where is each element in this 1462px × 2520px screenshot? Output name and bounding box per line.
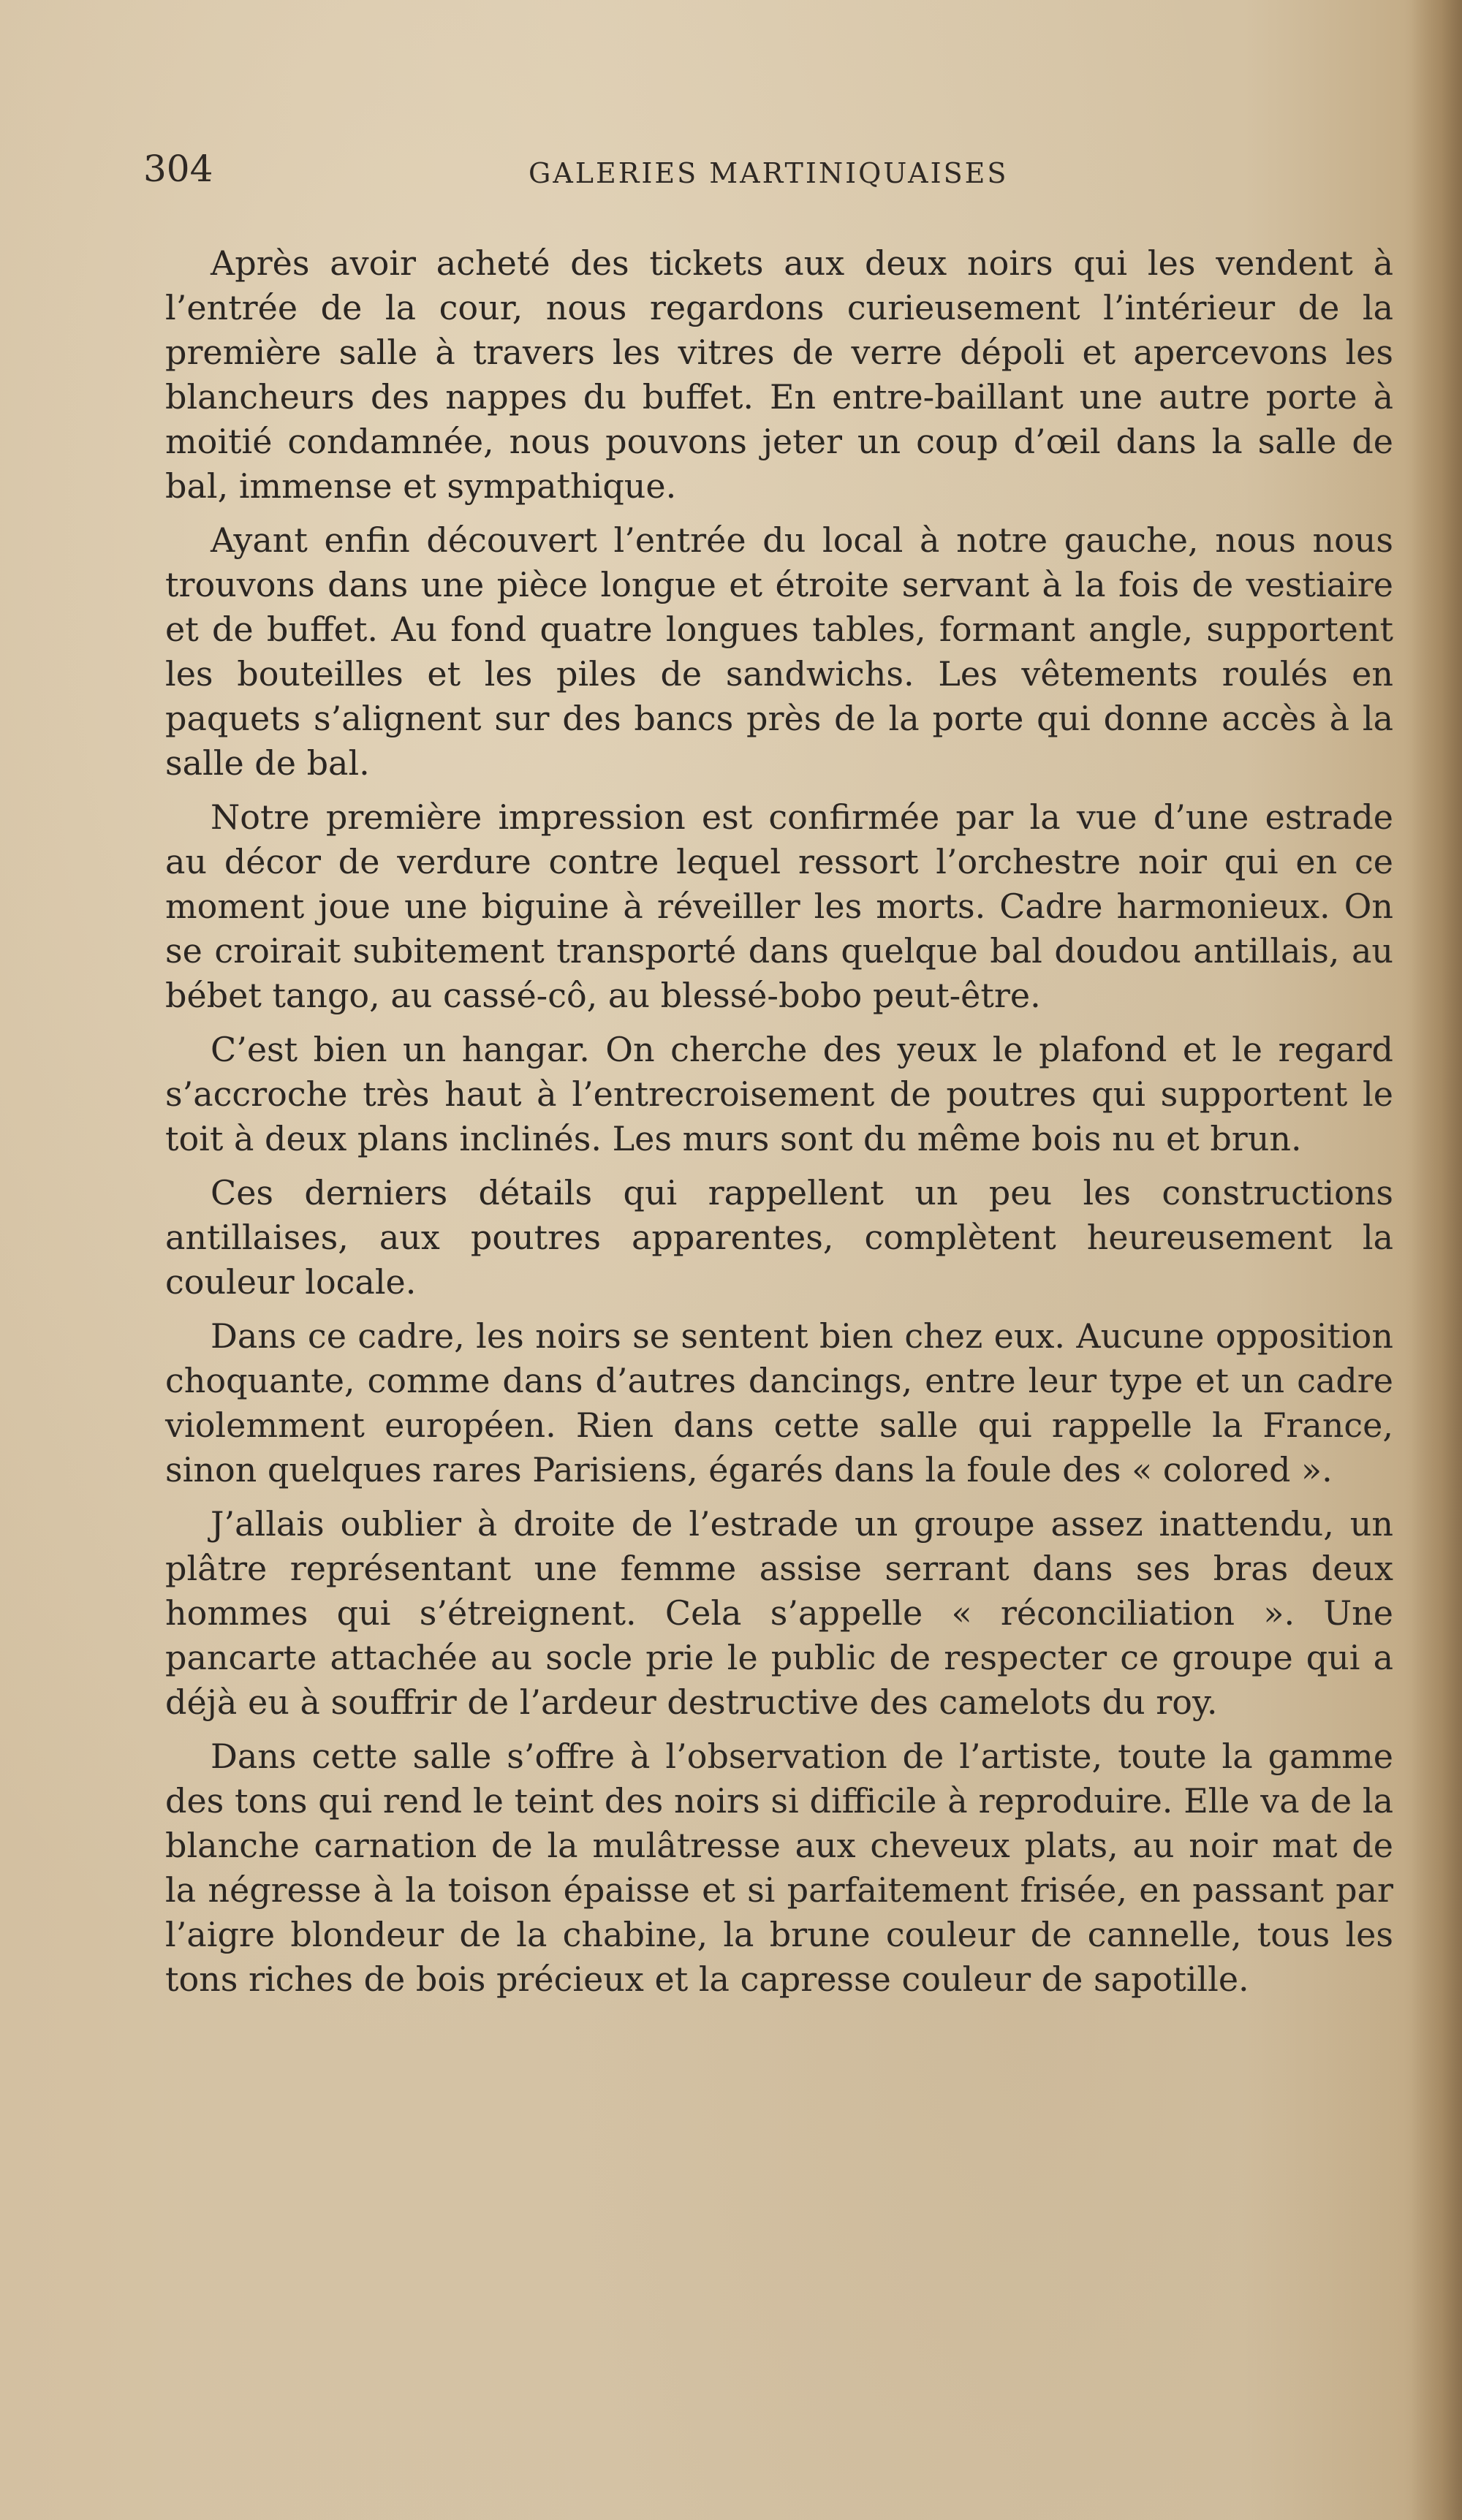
paragraph: Dans ce cadre, les noirs se sentent bien chez eux. Aucune opposition choquante, comme dans d’autres dancings, entre leur type et un cadre violemment européen. Rien dans cette salle qui rappelle la France, sinon quelques rares Parisiens, égarés dans la foule des « colored ». — [165, 1316, 1393, 1489]
paragraph: Notre première impression est confirmée par la vue d’une estrade au décor de verdure contre lequel ressort l’orchestre noir qui en ce moment joue une biguine à réveiller les morts. Cadre harmonieux. On se croirait subitement transporté dans quelque bal doudou antillais, au bébet tango, au cassé-cô, au blessé-bobo peut-être. — [165, 797, 1393, 1015]
page-edge-shadow — [1411, 0, 1462, 2520]
paragraph: Ces derniers détails qui rappellent un peu les constructions antillaises, aux poutres apparentes, complètent heureusement la couleur locale. — [165, 1173, 1393, 1302]
page-header — [143, 143, 1401, 194]
page-number: 304 — [143, 148, 213, 190]
paragraph: Dans cette salle s’offre à l’observation de l’artiste, toute la gamme des tons qui rend le teint des noirs si difficile à reproduire. Elle va de la blanche carnation de la mulâtresse aux cheveux plats, au noir mat de la négresse à la toison épaisse et si parfaitement frisée, en passant par l’aigre blondeur de la chabine, la brune couleur de cannelle, tous les tons riches de bois précieux et la capresse couleur de sapotille. — [165, 1737, 1393, 1999]
paragraph: J’allais oublier à droite de l’estrade un groupe assez inattendu, un plâtre représentant une femme assise serrant dans ses bras deux hommes qui s’étreignent. Cela s’appelle « réconciliation ». Une pancarte attachée au socle prie le public de respecter ce groupe qui a déjà eu à souffrir de l’ardeur destructive des camelots du roy. — [165, 1504, 1393, 1722]
paragraph: Après avoir acheté des tickets aux deux noirs qui les vendent à l’entrée de la cour, nous regardons curieusement l’intérieur de la première salle à travers les vitres de verre dépoli et apercevons les blancheurs des nappes du buffet. En entre-baillant une autre porte à moitié condamnée, nous pouvons jeter un coup d’œil dans la salle de bal, immense et sympathique. — [165, 243, 1393, 506]
running-title: GALERIES MARTINIQUAISES — [529, 157, 1009, 189]
body-text — [165, 241, 1393, 2011]
paragraph: Ayant enfin découvert l’entrée du local à notre gauche, nous nous trouvons dans une pièce longue et étroite servant à la fois de vestiaire et de buffet. Au fond quatre longues tables, formant angle, supportent les bouteilles et les piles de sandwichs. Les vêtements roulés en paquets s’alignent sur des bancs près de la porte qui donne accès à la salle de bal. — [165, 520, 1393, 783]
paragraph: C’est bien un hangar. On cherche des yeux le plafond et le regard s’accroche très haut à l’entrecroisement de poutres qui supportent le toit à deux plans inclinés. Les murs sont du même bois nu et brun. — [165, 1030, 1393, 1158]
